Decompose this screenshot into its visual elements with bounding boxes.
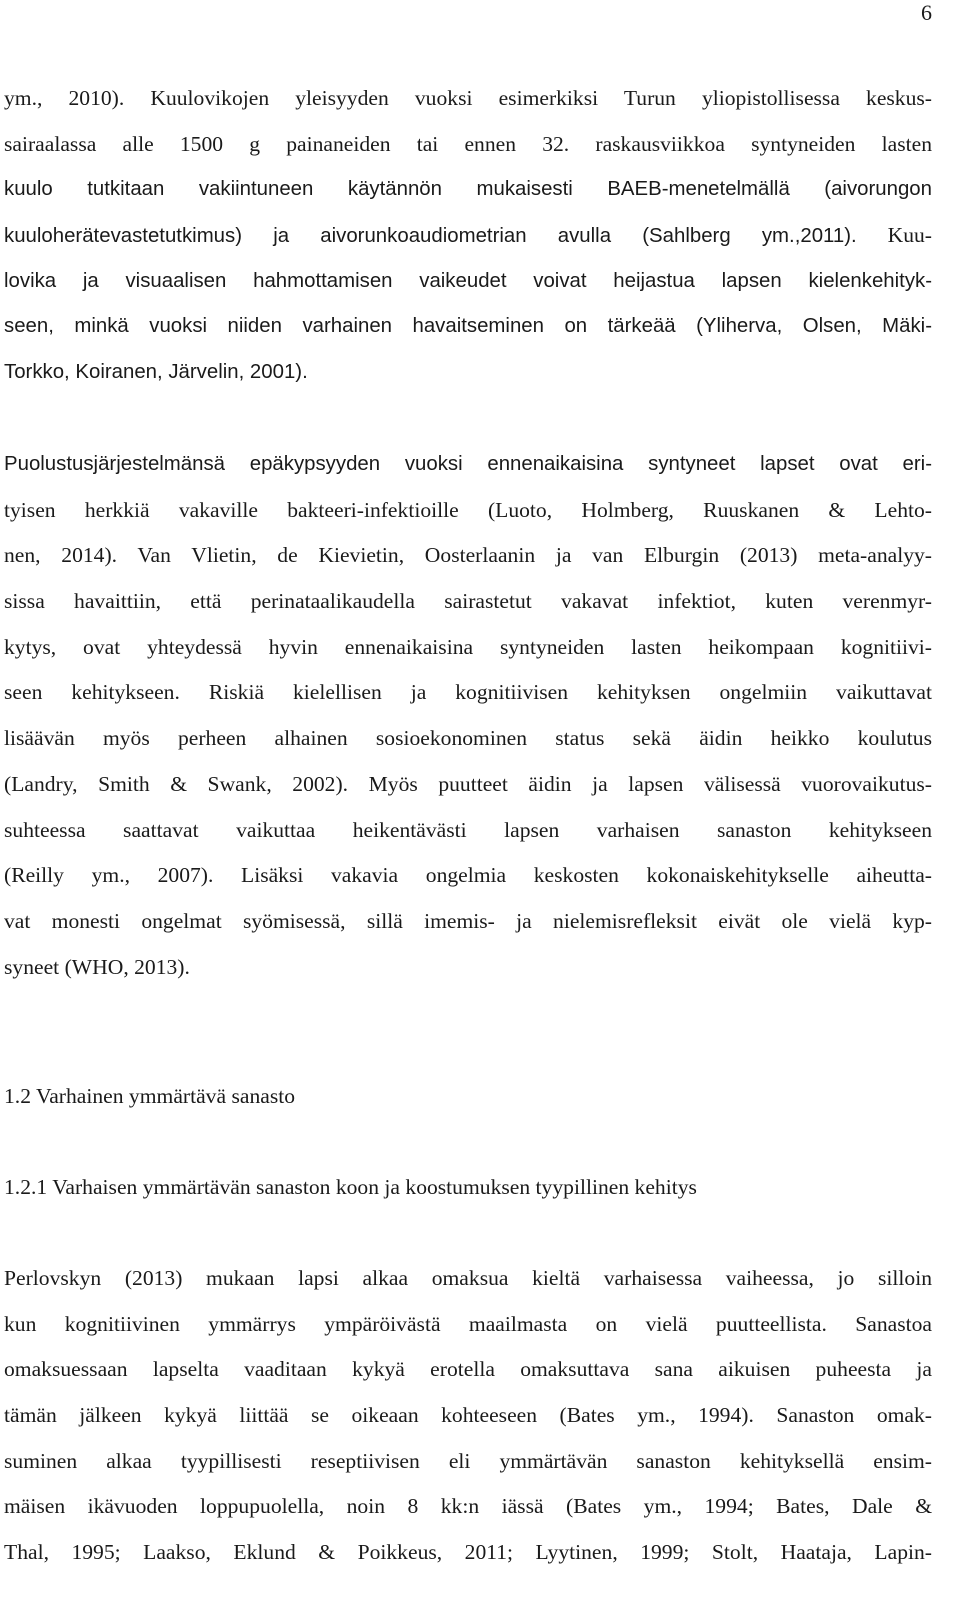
- text-line: lisäävän myös perheen alhainen sosioekonominen status sekä äidin heikko koulutus: [4, 726, 932, 751]
- text-line: suhteessa saattavat vaikuttaa heikentävästi lapsen varhaisen sanaston kehitykseen: [4, 817, 932, 842]
- text-line: seen kehitykseen. Riskiä kielellisen ja kognitiivisen kehityksen ongelmiin vaikuttavat: [4, 680, 932, 705]
- text-line: seen, minkä vuoksi niiden varhainen havaitseminen on tärkeää (Yliherva, Olsen, Mäki-: [4, 315, 932, 338]
- text-line: sissa havaittiin, että perinataalikaudella sairastetut vakavat infektiot, kuten verenmyr-: [4, 589, 932, 614]
- text-line-mixed: [4, 213, 932, 259]
- text-line: vat monesti ongelmat syömisessä, sillä imemis- ja nielemisrefleksit eivät ole vielä kyp-: [4, 908, 932, 933]
- text-line: tämän jälkeen kykyä liittää se oikeaan kohteeseen (Bates ym., 1994). Sanaston omak-: [4, 1403, 932, 1428]
- text-line: Thal, 1995; Laakso, Eklund & Poikkeus, 2011; Lyytinen, 1999; Stolt, Haataja, Lapin-: [4, 1540, 932, 1565]
- text-line: Puolustusjärjestelmänsä epäkypsyyden vuoksi ennenaikaisina syntyneet lapset ovat eri-: [4, 453, 932, 475]
- text-line: mäisen ikävuoden loppupuolella, noin 8 kk:n iässä (Bates ym., 1994; Bates, Dale &: [4, 1494, 932, 1519]
- text-line: suminen alkaa tyypillisesti reseptiivisen eli ymmärtävän sanaston kehityksellä ensim-: [4, 1448, 932, 1473]
- text-line: lovika ja visuaalisen hahmottamisen vaikeudet voivat heijastua lapsen kielenkehityk-: [4, 269, 932, 292]
- text-line: ym., 2010). Kuulovikojen yleisyyden vuoksi esimerkiksi Turun yliopistollisessa keskus-: [4, 86, 932, 110]
- paragraph-vocabulary: [4, 1256, 932, 1576]
- text-segment: kuuloherätevastetutkimus) ja aivorunkoaudiometrian avulla (Sahlberg ym.,2011).: [4, 225, 857, 248]
- paragraph-hearing-loss: [4, 76, 932, 396]
- paragraph-infections: [4, 442, 932, 990]
- page-number: 6: [921, 0, 932, 25]
- text-line: tyisen herkkiä vakaville bakteeri-infektioille (Luoto, Holmberg, Ruuskanen & Lehto-: [4, 497, 932, 522]
- text-line: kun kognitiivinen ymmärrys ympäröivästä maailmasta on vielä puutteellista. Sanastoa: [4, 1311, 932, 1336]
- text-line: Torkko, Koiranen, Järvelin, 2001).: [4, 361, 308, 384]
- subsection-heading: 1.2.1 Varhaisen ymmärtävän sanaston koon ja koostumuksen tyypillinen kehitys: [4, 1175, 697, 1199]
- text-line: sairaalassa alle 1500 g painaneiden tai ennen 32. raskausviikkoa syntyneiden lasten: [4, 131, 932, 156]
- text-line: nen, 2014). Van Vlietin, de Kievietin, Oosterlaanin ja van Elburgin (2013) meta-analyy-: [4, 543, 932, 568]
- section-heading: 1.2 Varhainen ymmärtävä sanasto: [4, 1084, 296, 1108]
- text-line: Perlovskyn (2013) mukaan lapsi alkaa omaksua kieltä varhaisessa vaiheessa, jo silloin: [4, 1266, 932, 1290]
- text-segment: Kuu-: [856, 223, 932, 248]
- text-line: kytys, ovat yhteydessä hyvin ennenaikaisina syntyneiden lasten heikompaan kognitiivi-: [4, 634, 932, 659]
- text-line: (Reilly ym., 2007). Lisäksi vakavia ongelmia keskosten kokonaiskehitykselle aiheutta-: [4, 863, 932, 888]
- text-line: (Landry, Smith & Swank, 2002). Myös puutteet äidin ja lapsen välisessä vuorovaikutus-: [4, 771, 932, 796]
- text-line: syneet (WHO, 2013).: [4, 954, 190, 979]
- text-line: kuulo tutkitaan vakiintuneen käytännön mukaisesti BAEB-menetelmällä (aivorungon: [4, 178, 932, 201]
- text-line: omaksuessaan lapselta vaaditaan kykyä erotella omaksuttava sana aikuisen puheesta ja: [4, 1357, 932, 1382]
